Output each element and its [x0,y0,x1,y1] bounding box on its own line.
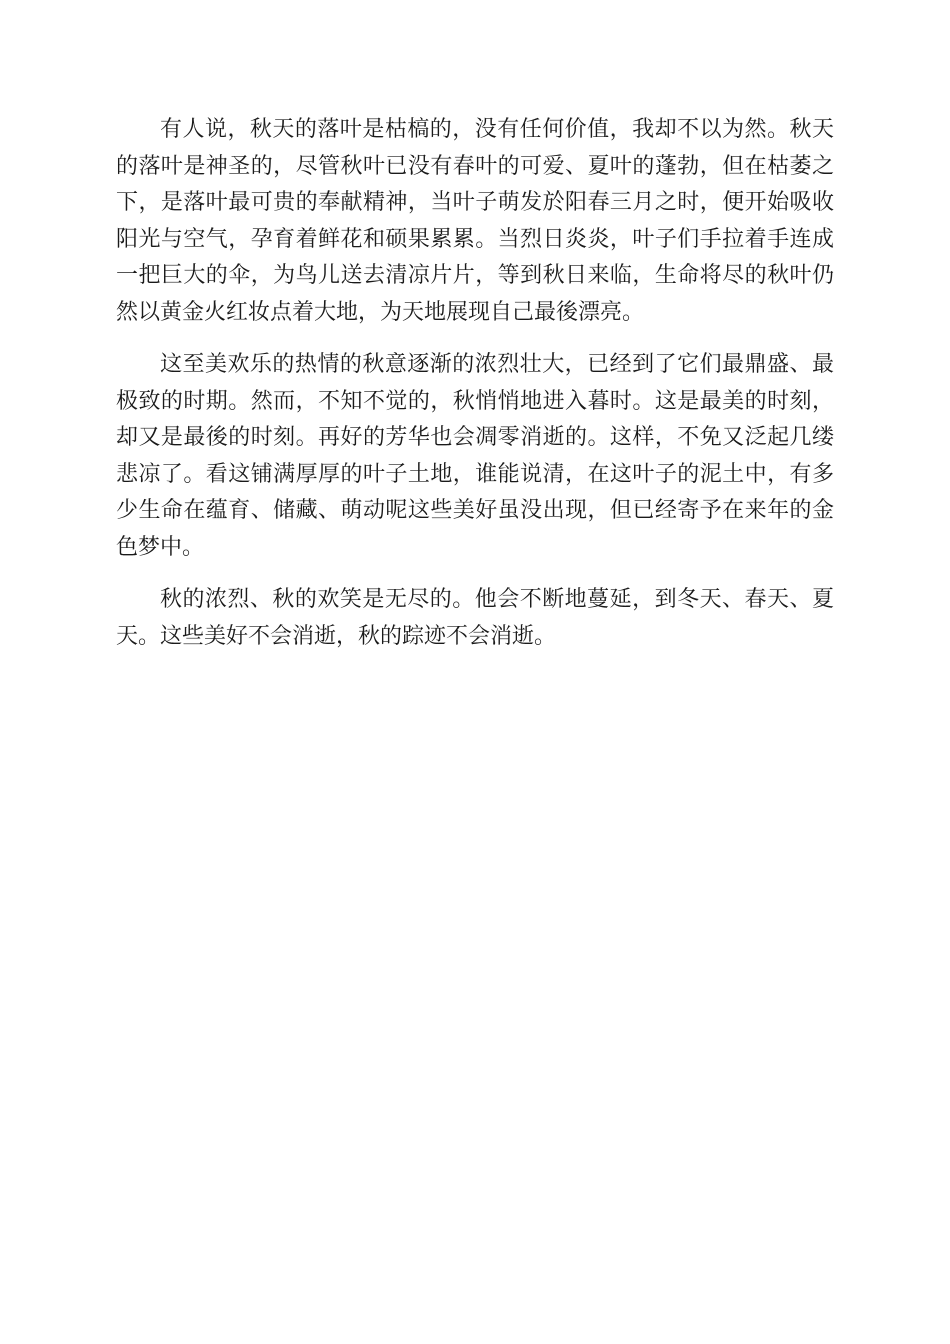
paragraph-1: 有人说，秋天的落叶是枯槁的，没有任何价值，我却不以为然。秋天的落叶是神圣的，尽管秋叶已没有春叶的可爱、夏叶的蓬勃，但在枯萎之下，是落叶最可贵的奉献精神，当叶子萌发於阳春三月之时，便开始吸收阳光与空气，孕育着鲜花和硕果累累。当烈日炎炎，叶子们手拉着手连成一把巨大的伞，为鸟儿送去清凉片片，等到秋日来临，生命将尽的秋叶仍然以黄金火红妆点着大地，为天地展现自己最後漂亮。 [116,117,834,325]
paragraph-3: 秋的浓烈、秋的欢笑是无尽的。他会不断地蔓延，到冬天、春天、夏天。这些美好不会消逝，秋的踪迹不会消逝。 [116,587,834,649]
paragraph-2: 这至美欢乐的热情的秋意逐渐的浓烈壮大，已经到了它们最鼎盛、最极致的时期。然而，不知不觉的，秋悄悄地进入暮时。这是最美的时刻，却又是最後的时刻。再好的芳华也会凋零消逝的。这样，不免又泛起几缕悲凉了。看这铺满厚厚的叶子土地，谁能说清，在这叶子的泥土中，有多少生命在蕴育、储藏、萌动呢这些美好虽没出现，但已经寄予在来年的金色梦中。 [116,352,834,560]
document-body [116,112,834,671]
